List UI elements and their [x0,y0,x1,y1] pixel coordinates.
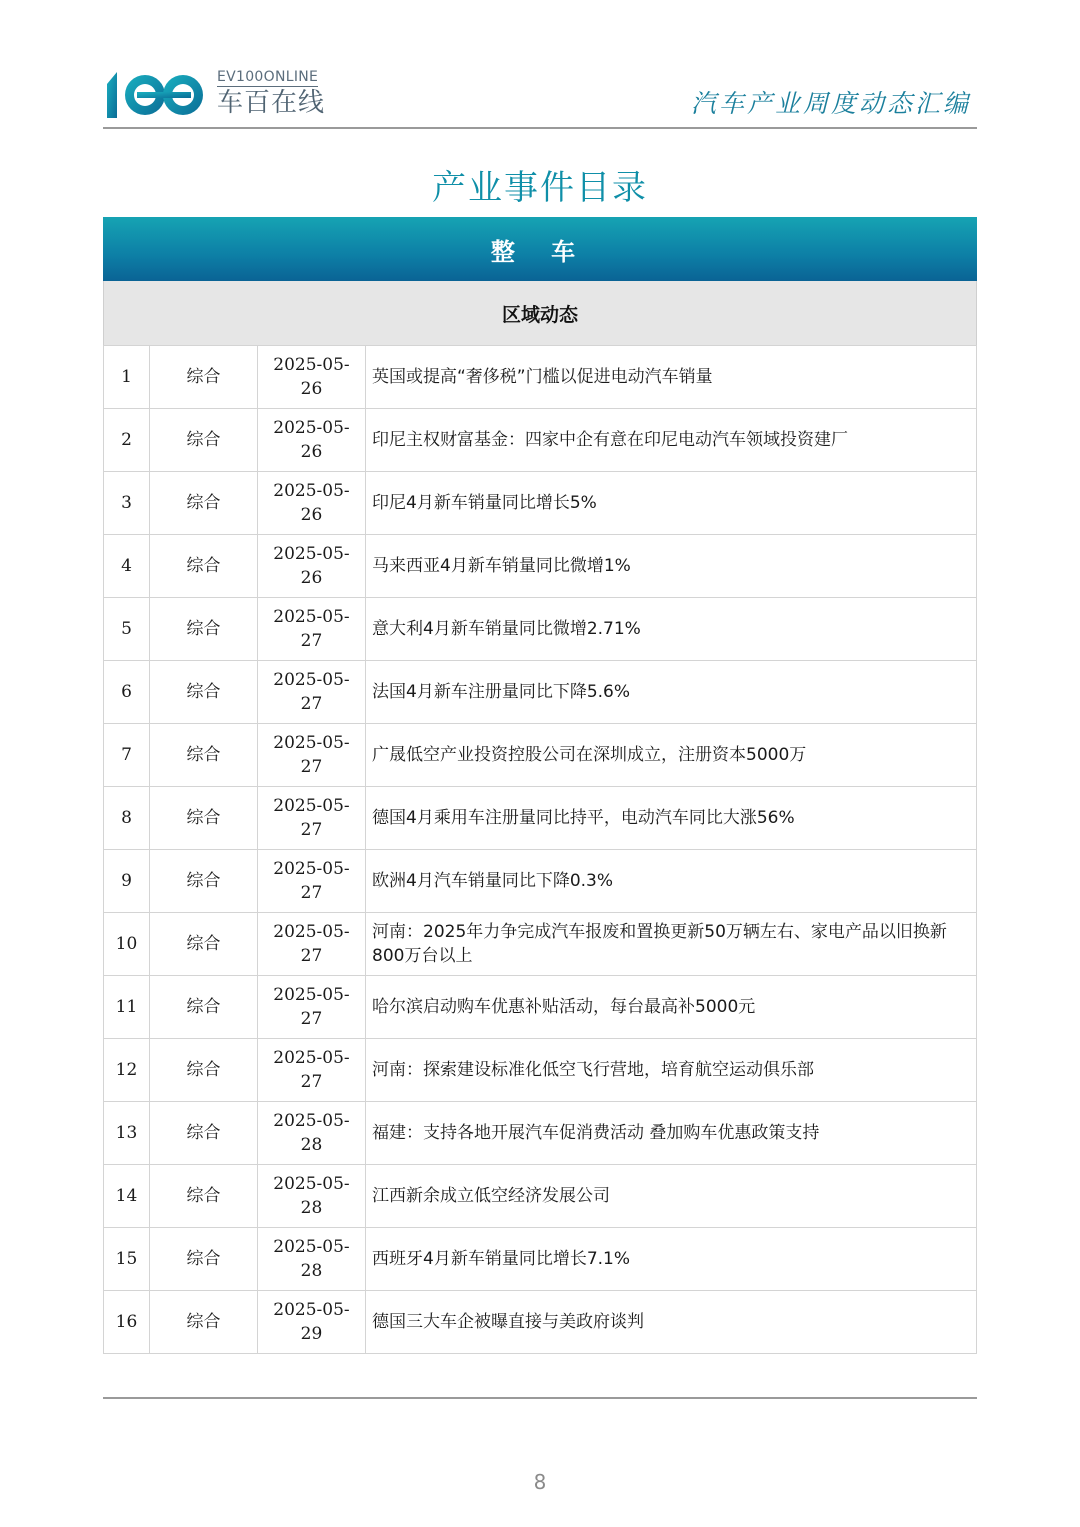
table-row [104,661,977,724]
event-category: 综合 [150,1228,258,1291]
table-row [104,913,977,976]
event-title[interactable]: 河南：探索建设标准化低空飞行营地，培育航空运动俱乐部 [366,1039,977,1102]
event-date: 2025-05-26 [258,409,366,472]
event-category: 综合 [150,787,258,850]
subsection-header: 区域动态 [103,281,977,345]
event-date: 2025-05-28 [258,1228,366,1291]
page-number: 8 [533,1470,547,1494]
event-number: 2 [104,409,150,472]
event-category: 综合 [150,976,258,1039]
event-date: 2025-05-27 [258,913,366,976]
event-category: 综合 [150,1039,258,1102]
event-date: 2025-05-26 [258,346,366,409]
section-header: 整 车 [103,217,977,281]
event-date: 2025-05-27 [258,787,366,850]
event-number: 4 [104,535,150,598]
table-row [104,1039,977,1102]
event-title[interactable]: 江西新余成立低空经济发展公司 [366,1165,977,1228]
table-row [104,1228,977,1291]
table-row [104,598,977,661]
event-number: 5 [104,598,150,661]
event-title[interactable]: 印尼4月新车销量同比增长5% [366,472,977,535]
logo-chinese: 车百在线 [217,88,326,118]
event-category: 综合 [150,850,258,913]
event-category: 综合 [150,346,258,409]
event-category: 综合 [150,1291,258,1354]
event-number: 1 [104,346,150,409]
event-title[interactable]: 意大利4月新车销量同比微增2.71% [366,598,977,661]
event-category: 综合 [150,409,258,472]
event-title[interactable]: 欧洲4月汽车销量同比下降0.3% [366,850,977,913]
event-category: 综合 [150,472,258,535]
event-date: 2025-05-27 [258,724,366,787]
event-number: 14 [104,1165,150,1228]
event-number: 7 [104,724,150,787]
page-header [103,62,977,128]
event-category: 综合 [150,913,258,976]
table-row [104,535,977,598]
table-row [104,976,977,1039]
event-number: 15 [104,1228,150,1291]
event-title[interactable]: 法国4月新车注册量同比下降5.6% [366,661,977,724]
event-date: 2025-05-26 [258,535,366,598]
event-date: 2025-05-26 [258,472,366,535]
table-row [104,472,977,535]
footer-divider [103,1397,977,1399]
event-title[interactable]: 德国4月乘用车注册量同比持平，电动汽车同比大涨56% [366,787,977,850]
event-number: 12 [104,1039,150,1102]
event-date: 2025-05-28 [258,1165,366,1228]
event-title[interactable]: 马来西亚4月新车销量同比微增1% [366,535,977,598]
table-row [104,1291,977,1354]
event-title[interactable]: 河南：2025年力争完成汽车报废和置换更新50万辆左右、家电产品以旧换新800万台以上 [366,913,977,976]
event-category: 综合 [150,724,258,787]
event-number: 3 [104,472,150,535]
logo-text [217,66,325,119]
event-title[interactable]: 广晟低空产业投资控股公司在深圳成立，注册资本5000万 [366,724,977,787]
event-category: 综合 [150,1165,258,1228]
event-date: 2025-05-29 [258,1291,366,1354]
event-number: 8 [104,787,150,850]
events-table [103,345,977,1354]
event-category: 综合 [150,661,258,724]
logo-english: EV100ONLINE [217,69,319,85]
event-date: 2025-05-27 [258,850,366,913]
table-row [104,724,977,787]
event-title[interactable]: 福建：支持各地开展汽车促消费活动 叠加购车优惠政策支持 [366,1102,977,1165]
event-number: 10 [104,913,150,976]
event-category: 综合 [150,535,258,598]
event-date: 2025-05-27 [258,976,366,1039]
header-divider [103,127,977,129]
event-number: 9 [104,850,150,913]
event-title[interactable]: 英国或提高“奢侈税”门槛以促进电动汽车销量 [366,346,977,409]
event-number: 6 [104,661,150,724]
table-row [104,346,977,409]
event-date: 2025-05-27 [258,598,366,661]
event-category: 综合 [150,598,258,661]
table-row [104,850,977,913]
event-category: 综合 [150,1102,258,1165]
table-row [104,409,977,472]
event-title[interactable]: 西班牙4月新车销量同比增长7.1% [366,1228,977,1291]
event-title[interactable]: 哈尔滨启动购车优惠补贴活动，每台最高补5000元 [366,976,977,1039]
page-title: 产业事件目录 [432,168,648,208]
event-number: 13 [104,1102,150,1165]
event-date: 2025-05-28 [258,1102,366,1165]
table-row [104,1102,977,1165]
publication-title: 汽车产业周度动态汇编 [690,89,971,118]
event-number: 11 [104,976,150,1039]
event-title[interactable]: 德国三大车企被曝直接与美政府谈判 [366,1291,977,1354]
ev100-logo-icon [103,66,213,122]
event-date: 2025-05-27 [258,1039,366,1102]
table-row [104,787,977,850]
table-row [104,1165,977,1228]
event-number: 16 [104,1291,150,1354]
event-date: 2025-05-27 [258,661,366,724]
event-title[interactable]: 印尼主权财富基金：四家中企有意在印尼电动汽车领域投资建厂 [366,409,977,472]
